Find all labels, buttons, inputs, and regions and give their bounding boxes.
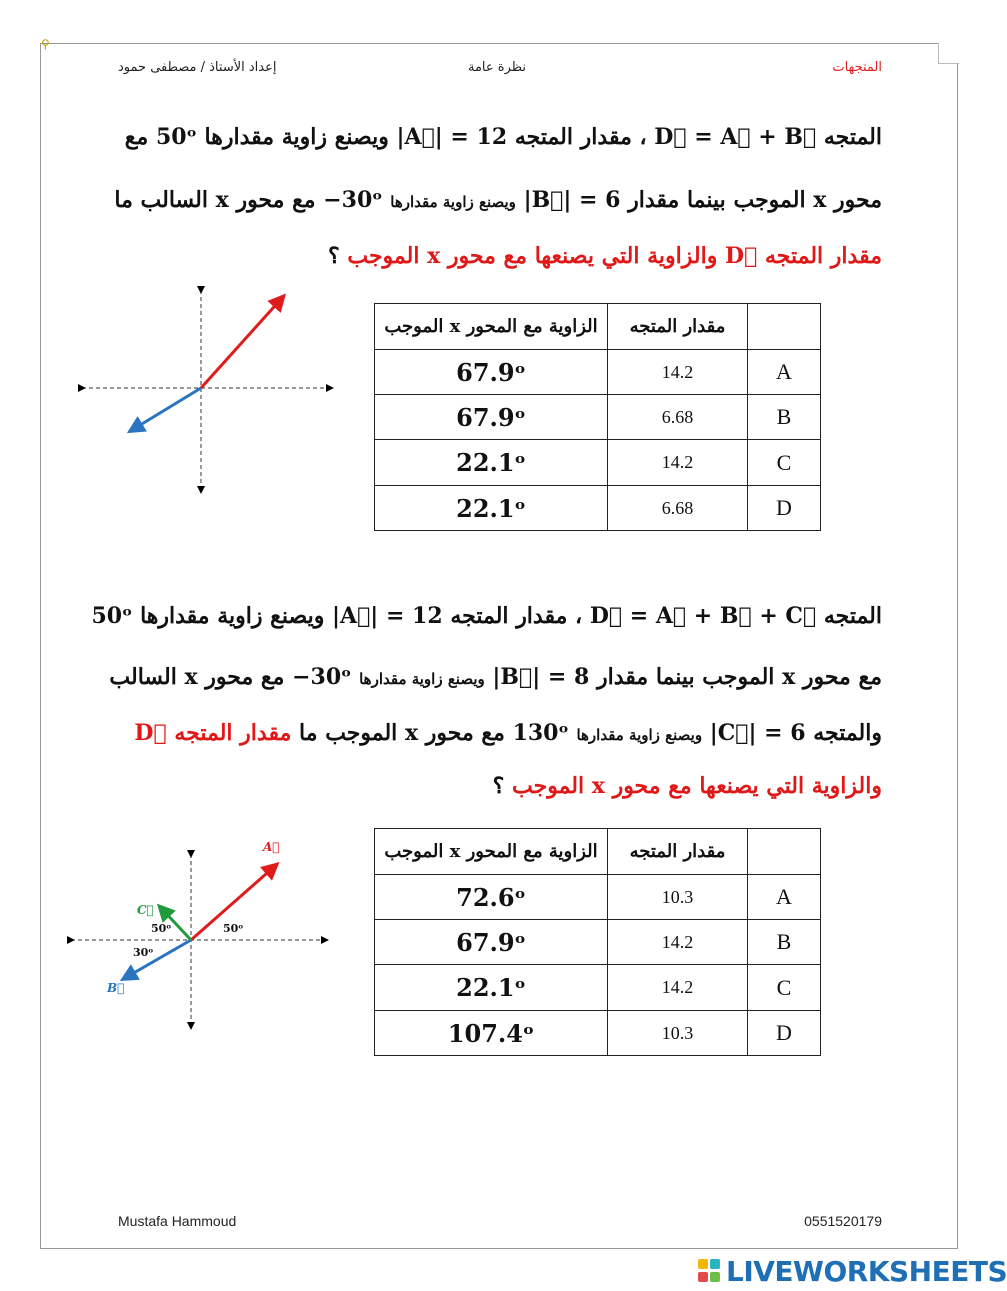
option-row-b[interactable] (375, 920, 821, 965)
option-letter: C (748, 965, 821, 1011)
vector-diagram-2 (65, 832, 335, 1032)
option-magnitude: 6.68 (608, 395, 748, 440)
angle-label-a: 50ᵒ (223, 922, 244, 935)
footer-name: Mustafa Hammoud (118, 1213, 237, 1229)
page-fold-corner (938, 43, 959, 64)
q1-line-3: مقدار المتجه D⃗ والزاوية التي يصنعها مع محور x الموجب ؟ (328, 243, 882, 269)
option-magnitude: 6.68 (608, 486, 748, 531)
header-topic: نظرة عامة (468, 60, 527, 75)
table-header-row (375, 829, 821, 875)
option-row-a[interactable] (375, 875, 821, 920)
option-letter: B (748, 920, 821, 965)
option-magnitude: 10.3 (608, 875, 748, 920)
header-chapter: المتجهات (832, 60, 882, 75)
option-row-d[interactable] (375, 486, 821, 531)
option-row-d[interactable] (375, 1011, 821, 1056)
option-angle: 22.1ᵒ (375, 486, 608, 531)
option-row-b[interactable] (375, 395, 821, 440)
option-letter: D (748, 1011, 821, 1056)
option-magnitude: 14.2 (608, 965, 748, 1011)
option-angle: 67.9ᵒ (375, 395, 608, 440)
option-angle: 107.4ᵒ (375, 1011, 608, 1056)
q1-line-2: محور x الموجب بينما مقدار |B⃗| = 6 ويصنع زاوية مقدارها −30ᵒ مع محور x السالب ما (114, 187, 882, 213)
q2-line-2: مع محور x الموجب بينما مقدار |B⃗| = 8 ويصنع زاوية مقدارها −30ᵒ مع محور x السالب (109, 664, 882, 690)
option-letter: A (748, 875, 821, 920)
q1-line-1: المتجه D⃗ = A⃗ + B⃗ ، مقدار المتجه |A⃗| = 12 ويصنع زاوية مقدارها 50ᵒ مع (124, 124, 882, 150)
option-row-a[interactable] (375, 350, 821, 395)
angle-label-c: 50ᵒ (151, 922, 172, 935)
answer-table-1 (374, 303, 821, 531)
option-magnitude: 14.2 (608, 920, 748, 965)
header-angle: الزاوية مع المحور x الموجب (375, 829, 608, 875)
option-angle: 67.9ᵒ (375, 920, 608, 965)
label-c: C⃗ (137, 903, 154, 917)
option-angle: 22.1ᵒ (375, 965, 608, 1011)
answer-table-2 (374, 828, 821, 1056)
option-magnitude: 14.2 (608, 440, 748, 486)
option-letter: D (748, 486, 821, 531)
pin-icon: ⚲ (41, 37, 50, 51)
page-frame (40, 43, 958, 1249)
label-a: A⃗ (263, 840, 280, 854)
header-angle: الزاوية مع المحور x الموجب (375, 304, 608, 350)
q2-line-1: المتجه D⃗ = A⃗ + B⃗ + C⃗ ، مقدار المتجه |A⃗| = 12 ويصنع زاوية مقدارها 50ᵒ (91, 603, 882, 629)
vector-a-arrow (201, 298, 282, 388)
q2-line-4: والزاوية التي يصنعها مع محور x الموجب ؟ (492, 773, 882, 799)
option-letter: A (748, 350, 821, 395)
liveworksheets-brand[interactable] (698, 1255, 1007, 1288)
header-author: إعداد الأستاذ / مصطفى حمود (118, 60, 277, 75)
vector-diagram-1 (70, 280, 340, 500)
option-magnitude: 14.2 (608, 350, 748, 395)
option-row-c[interactable] (375, 440, 821, 486)
header-letter (748, 829, 821, 875)
liveworksheets-text: LIVEWORKSHEETS (726, 1255, 1007, 1288)
option-angle: 72.6ᵒ (375, 875, 608, 920)
angle-label-b: 30ᵒ (133, 946, 154, 959)
footer-phone: 0551520179 (804, 1213, 882, 1229)
option-angle: 67.9ᵒ (375, 350, 608, 395)
vector-b-arrow (132, 388, 201, 430)
option-magnitude: 10.3 (608, 1011, 748, 1056)
label-b: B⃗ (107, 981, 125, 995)
header-magnitude: مقدار المتجه (608, 829, 748, 875)
option-angle: 22.1ᵒ (375, 440, 608, 486)
header-letter (748, 304, 821, 350)
q2-line-3: والمتجه |C⃗| = 6 ويصنع زاوية مقدارها 130ᵒ مع محور x الموجب ما مقدار المتجه D⃗ (134, 720, 882, 746)
header-magnitude: مقدار المتجه (608, 304, 748, 350)
option-row-c[interactable] (375, 965, 821, 1011)
liveworksheets-logo-icon (698, 1259, 722, 1285)
option-letter: C (748, 440, 821, 486)
table-header-row (375, 304, 821, 350)
option-letter: B (748, 395, 821, 440)
